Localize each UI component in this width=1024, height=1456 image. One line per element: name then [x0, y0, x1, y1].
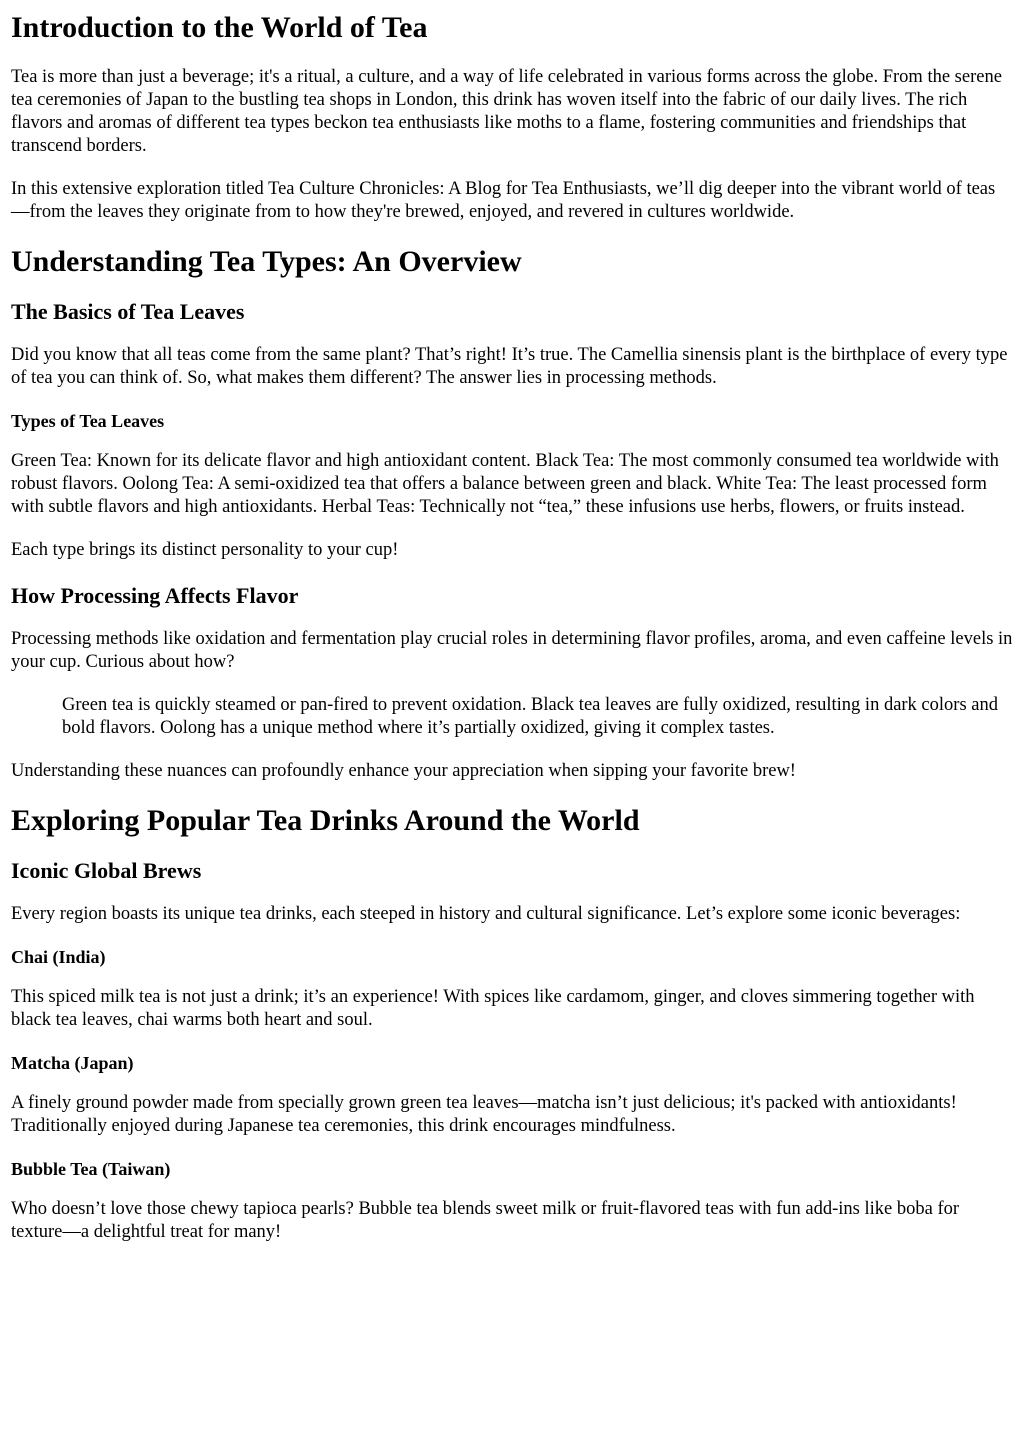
leaves-paragraph: Green Tea: Known for its delicate flavor and high antioxidant content. Black Tea: The most commonly consumed tea worldwide with robust flavors. Oolong Tea: A semi-oxidized tea that offers a balance between green and black. White Tea: The least processed form with subtle flavors and high antioxidants. Herbal Teas: Technically not “tea,” these infusions use herbs, flowers, or fruits instead. [11, 451, 999, 517]
processing-heading: How Processing Affects Flavor [11, 583, 299, 608]
drinks-title: Exploring Popular Tea Drinks Around the World [11, 804, 640, 837]
intro-title: Introduction to the World of Tea [11, 11, 428, 44]
matcha-paragraph: A finely ground powder made from specially grown green tea leaves—matcha isn’t just delicious; it's packed with antioxidants! Traditionally enjoyed during Japanese tea ceremonies, this drink encourages mindfulness. [11, 1093, 957, 1136]
matcha-heading: Matcha (Japan) [11, 1053, 134, 1073]
article [0, 10, 1024, 1244]
brews-paragraph: Every region boasts its unique tea drinks, each steeped in history and cultural significance. Let’s explore some iconic beverages: [11, 904, 961, 924]
leaves-heading: Types of Tea Leaves [11, 411, 165, 431]
bubble-tea-heading: Bubble Tea (Taiwan) [11, 1159, 171, 1179]
brews-heading: Iconic Global Brews [11, 858, 202, 883]
basics-heading: The Basics of Tea Leaves [11, 299, 245, 324]
chai-paragraph: This spiced milk tea is not just a drink; it’s an experience! With spices like cardamom, ginger, and cloves simmering together with black tea leaves, chai warms both heart and soul. [11, 987, 975, 1030]
processing-quote: Green tea is quickly steamed or pan-fired to prevent oxidation. Black tea leaves are fully oxidized, resulting in dark colors and bold flavors. Oolong has a unique method where it’s partially oxidized, giving it complex tastes. [62, 695, 998, 738]
tea-types-title: Understanding Tea Types: An Overview [11, 245, 522, 278]
processing-paragraph: Processing methods like oxidation and fermentation play crucial roles in determining flavor profiles, aroma, and even caffeine levels in your cup. Curious about how? [11, 629, 1013, 672]
bubble-tea-paragraph: Who doesn’t love those chewy tapioca pearls? Bubble tea blends sweet milk or fruit-flavored teas with fun add-ins like boba for texture—a delightful treat for many! [11, 1199, 960, 1242]
chai-heading: Chai (India) [11, 947, 106, 967]
intro-paragraph-2: In this extensive exploration titled Tea Culture Chronicles: A Blog for Tea Enthusiasts, we’ll dig deeper into the vibrant world of teas—from the leaves they originate from to how they're brewed, enjoyed, and revered in cultures worldwide. [11, 179, 996, 222]
basics-paragraph: Did you know that all teas come from the same plant? That’s right! It’s true. The Camellia sinensis plant is the birthplace of every type of tea you can think of. So, what makes them different? The answer lies in processing methods. [11, 345, 1008, 388]
leaves-paragraph-2: Each type brings its distinct personality to your cup! [11, 540, 399, 560]
processing-paragraph-2: Understanding these nuances can profoundly enhance your appreciation when sipping your favorite brew! [11, 761, 796, 781]
intro-paragraph-1: Tea is more than just a beverage; it's a ritual, a culture, and a way of life celebrated in various forms across the globe. From the serene tea ceremonies of Japan to the bustling tea shops in London, this drink has woven itself into the fabric of our daily lives. The rich flavors and aromas of different tea types beckon tea enthusiasts like moths to a flame, fostering communities and friendships that transcend borders. [11, 67, 1002, 156]
